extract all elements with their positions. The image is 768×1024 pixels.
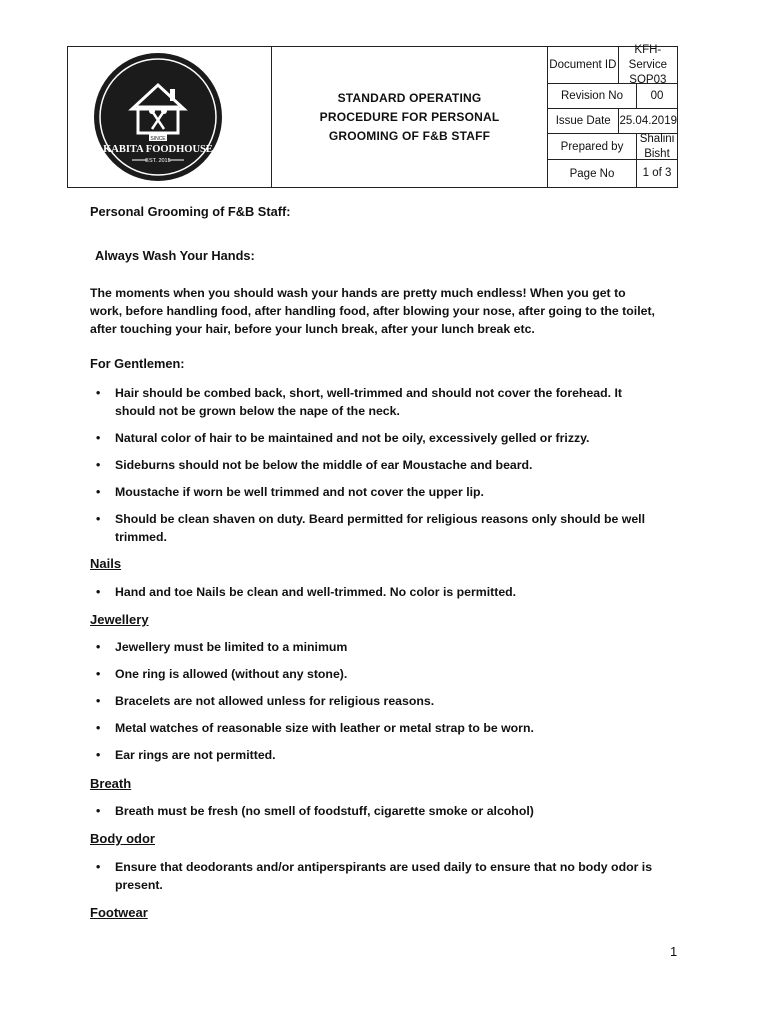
logo-badge-text: SINCE: [150, 136, 166, 142]
list-item-text: Metal watches of reasonable size with leather or metal strap to be worn.: [115, 721, 534, 735]
list-item-text: Ensure that deodorants and/or antiperspirants are used daily to ensure that no body odor is present.: [115, 860, 653, 892]
bullet: •: [96, 386, 101, 400]
bullet: •: [96, 431, 101, 445]
document-title: [320, 89, 500, 146]
bullet: •: [96, 667, 101, 681]
list-item-text: Moustache if worn be well trimmed and not cover the upper lip.: [115, 485, 484, 499]
section-heading-nails: Nails: [90, 556, 122, 571]
document-title-cell: [272, 47, 548, 187]
list-item-text: Bracelets are not allowed unless for religious reasons.: [115, 694, 435, 708]
list-item: [96, 720, 655, 738]
list-item: [96, 457, 655, 475]
list-item: [96, 484, 655, 502]
meta-label: Page No: [548, 160, 637, 187]
list-item: [96, 803, 655, 821]
section-heading-wash-hands: Always Wash Your Hands:: [95, 248, 255, 263]
list-item-text: One ring is allowed (without any stone).: [115, 667, 348, 681]
list-item-text: Should be clean shaven on duty. Beard permitted for religious reasons only should be well trimmed.: [115, 512, 646, 544]
section-heading-breath: Breath: [90, 776, 132, 791]
list-item-text: Ear rings are not permitted.: [115, 748, 276, 762]
title-line-3: GROOMING OF F&B STAFF: [328, 128, 491, 143]
meta-value: 25.04.2019: [619, 114, 677, 127]
logo-cell: [68, 47, 272, 187]
meta-row-prepared-by: [548, 134, 677, 160]
section-heading-gentlemen: For Gentlemen:: [90, 356, 185, 371]
section-heading-personal-grooming: Personal Grooming of F&B Staff:: [90, 204, 291, 219]
meta-row-revision: [548, 84, 677, 109]
list-item-text: Hair should be combed back, short, well-trimmed and should not cover the forehead. It should not be grown below the nape of the neck.: [115, 386, 622, 418]
bullet: •: [96, 585, 101, 599]
meta-value: Shalini Bisht: [639, 132, 675, 160]
meta-label: Prepared by: [548, 134, 637, 159]
bullet: •: [96, 512, 101, 526]
logo-est-text: EST. 2015: [145, 158, 171, 164]
list-item: [96, 666, 655, 684]
document-header-table: [67, 43, 678, 188]
bullet: •: [96, 485, 101, 499]
bullet: •: [96, 721, 101, 735]
bullet: •: [96, 748, 101, 762]
list-item-text: Sideburns should not be below the middle of ear Moustache and beard.: [115, 458, 533, 472]
section-heading-jewellery: Jewellery: [90, 612, 149, 627]
section-heading-body-odor: Body odor: [90, 831, 155, 846]
list-item-text: Natural color of hair to be maintained and not be oily, excessively gelled or frizzy.: [115, 431, 590, 445]
list-item-text: Jewellery must be limited to a minimum: [115, 640, 348, 654]
meta-value: KFH- Service SOP03: [628, 43, 668, 86]
meta-row-page-no: [548, 160, 677, 187]
meta-label: Revision No: [548, 84, 637, 108]
list-item: [96, 693, 655, 711]
list-item-text: Hand and toe Nails be clean and well-trimmed. No color is permitted.: [115, 585, 517, 599]
list-item: [96, 584, 655, 602]
kabita-foodhouse-logo: [92, 51, 224, 183]
bullet: •: [96, 694, 101, 708]
bullet: •: [96, 804, 101, 818]
list-item: [96, 859, 655, 894]
title-line-1: STANDARD OPERATING: [337, 90, 482, 105]
list-item: [96, 747, 655, 765]
meta-value: 1 of 3: [642, 167, 672, 179]
meta-row-issue-date: [548, 109, 677, 134]
page-number: 1: [670, 944, 678, 959]
meta-label: Issue Date: [548, 109, 619, 133]
meta-label: Document ID: [548, 47, 619, 83]
list-item: [96, 639, 655, 657]
bullet: •: [96, 458, 101, 472]
title-line-2: PROCEDURE FOR PERSONAL: [319, 109, 500, 124]
list-item: [96, 511, 655, 546]
bullet: •: [96, 860, 101, 874]
wash-hands-paragraph: The moments when you should wash your hands are pretty much endless! When you get to work, before handling food, after handling food, after blowing your nose, after going to the toilet, after touching your hair, before your lunch break, after your lunch break etc.: [90, 286, 655, 336]
list-item: [96, 430, 655, 448]
meta-row-document-id: [548, 43, 677, 86]
document-meta-table: [548, 43, 677, 187]
section-heading-footwear: Footwear: [90, 905, 148, 920]
list-item-text: Breath must be fresh (no smell of foodstuff, cigarette smoke or alcohol): [115, 804, 534, 818]
meta-value: 00: [650, 89, 664, 102]
logo-brand-text: KABITA FOODHOUSE: [103, 144, 213, 155]
bullet: •: [96, 640, 101, 654]
list-item: [96, 385, 655, 420]
